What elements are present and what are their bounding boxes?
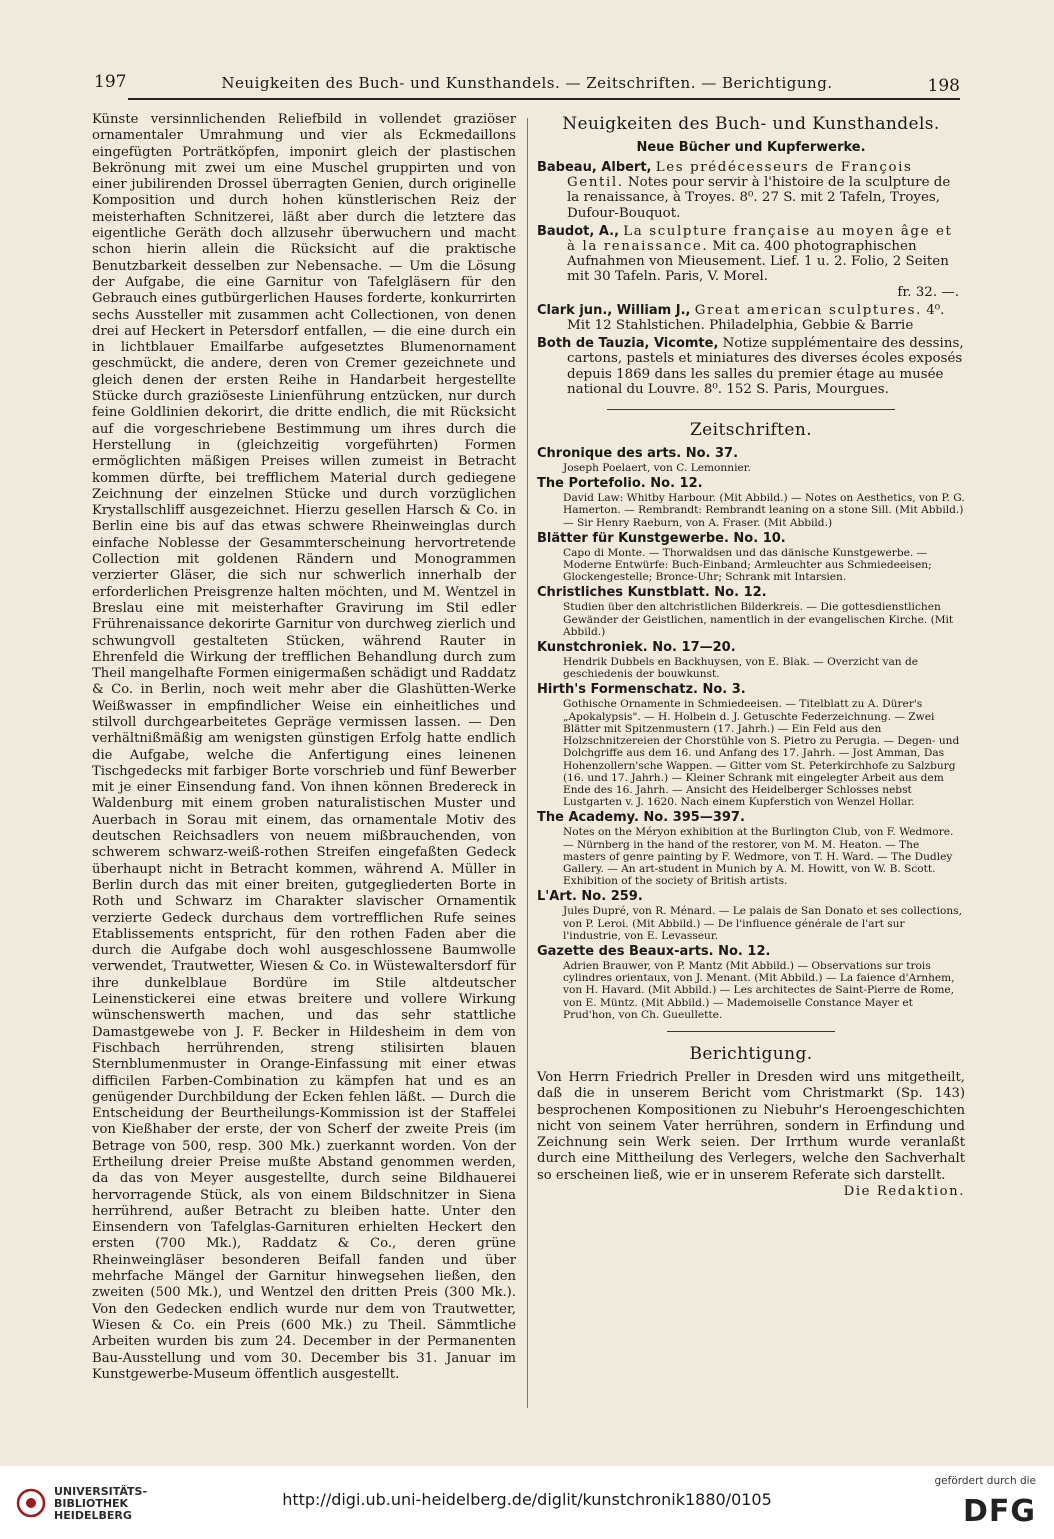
section-separator (667, 1031, 835, 1032)
journal-name: Christliches Kunstblatt. No. 12. (537, 585, 767, 601)
book-title: La sculpture française au moyen âge et à la renaissance. (567, 223, 953, 255)
book-author: Babeau, Albert, (537, 160, 652, 175)
correction-text: Von Herrn Friedrich Preller in Dresden wird uns mitgetheilt, daß die in unserem Bericht vom Christmarkt (Sp. 143) besprochenen Kompositionen zu Niebuhr's Heroengeschichten nicht von seinem Vater herrühren, sondern in Erfindung und Zeichnung sein Werk seien. Der Irrthum wurde veranlaßt durch eine Mittheilung des Verlegers, welche den Sachverhalt so erscheinen ließ, wie er in unserem Referate sich darstellt. (537, 1069, 965, 1183)
journal-contents: Capo di Monte. — Thorwaldsen und das dänische Kunstgewerbe. — Moderne Entwürfe: Buch-Einband; Armleuchter aus Schmiedeeisen; Glockengestelle; Bronce-Uhr; Schrank mit Intarsien. (563, 546, 932, 584)
journal-entry (537, 889, 965, 942)
journal-name: Gazette des Beaux-arts. No. 12. (537, 943, 771, 959)
journal-entry (537, 682, 965, 808)
journal-contents: Jules Dupré, von R. Ménard. — Le palais de San Donato et ses collections, von P. Leroi. (Mit Abbild.) — De l'influence générale de l'art sur l'industrie, von E. Levasseur. (563, 905, 962, 942)
journal-contents: Hendrik Dubbels en Backhuysen, von E. Blak. — Overzicht van de geschiedenis der bouwkunst. (563, 656, 919, 681)
journal-entry (537, 446, 965, 474)
book-price: fr. 32. —. (897, 284, 959, 300)
book-author: Clark jun., William J., (537, 302, 691, 318)
header-rule (128, 98, 960, 100)
news-section-title: Neuigkeiten des Buch- und Kunsthandels. (562, 114, 940, 134)
book-title: Great american sculptures. (694, 302, 922, 318)
digitization-footer (0, 1466, 1054, 1539)
book-entry (537, 303, 965, 333)
book-details: Notes pour servir à l'histoire de la sculpture de la renaissance, à Troyes. 8⁰. 27 S. mit 2 Tafeln, Troyes, Dufour-Bouquot. (567, 175, 951, 221)
university-name-line: HEIDELBERG (54, 1509, 132, 1522)
journal-name: L'Art. No. 259. (537, 889, 643, 905)
editorial-signature: Die Redaktion. (843, 1184, 965, 1200)
journal-contents: Studien über den altchristlichen Bilderkreis. — Die gottesdienstlichen Gewänder der Geistlichen, namentlich in der evangelischen Kirche. (Mit Abbild.) (563, 601, 954, 638)
university-name-line: BIBLIOTHEK (54, 1497, 129, 1510)
book-details: Notize supplémentaire des dessins, cartons, pastels et miniatures des diverses écoles exposés depuis 1869 dans les salles du premier étage au musée national du Louvre. 8⁰. 152 S. Paris, Mourgues. (567, 336, 964, 397)
journal-contents: Joseph Poelaert, von C. Lemonnier. (563, 462, 751, 475)
journal-contents: David Law: Whitby Harbour. (Mit Abbild.) — Notes on Aesthetics, von P. G. Hamerton. — Rembrandt: Rembrandt leaning on a stone Sill. (Mit Abbild.) — Sir Henry Raeburn, von A. Fraser. (Mit Abbild.) (563, 492, 965, 529)
journal-contents: Notes on the Méryon exhibition at the Burlington Club, von F. Wedmore. — Nürnberg in the hand of the restorer, von M. M. Heaton. — The masters of genre painting by F. Wedmore, von T. H. Ward. — The Dudley Gallery. — An art-student in Munich by A. M. Howitt, von W. B. Scott. Exhibition of the society of British artists. (563, 826, 954, 888)
left-column (92, 112, 516, 1383)
left-column-text: Künste versinnlichenden Reliefbild in vollendet graziöser ornamentaler Umrahmung und vier als Eckmedaillons eingefügten Porträtköpfen, imponirt gleich der plastischen Bekrönung mit zwei um eine Muschel gruppirten und von einer jubilirenden Drossel überragten Genien, durch originelle Komposition und durch hohen künstlerischen Reiz der meisterhaften Schnitzerei, läßt aber durch die letztere das eigentliche Geräth doch allzusehr überwuchern und macht schon hierin allein die Rücksicht auf die praktische Benutzbarkeit desselben zur Nebensache. — Um die Lösung der Aufgabe, die eine Garnitur von Tafelgläsern für den Gebrauch eines gutbürgerlichen Hauses forderte, konkurrirten sechs Aussteller mit zusammen acht Collectionen, von denen drei auf Heckert in Petersdorf entfallen, — die eine durch ein in lichtblauer Emailfarbe aufgesetztes Blumenornament geschmückt, die andere, deren von Cremer gezeichnete und gleich denen der ersten Reihe in Handarbeit hergestellte Stücke durch graziöseste Linienführung entzücken, nur durch feine Goldlinien dekorirt, die dritte endlich, die mit Rücksicht auf die vorgeschriebene Bestimmung um ihres durch die Herstellung in (gleichzeitig vorgeführten) Formen ermöglichten mäßigen Preises willen zumeist in Betracht kommen dürfte, bei trefflichem Material durch gediegene Zeichnung der einzelnen Stücke und durch vorzüglichen Krystallschliff ausgezeichnet. Hierzu gesellen Harsch & Co. in Berlin eine bis auf das etwas schwere Rheinweinglas durch einfache Noblesse der Gesammterscheinung hervortretende Collection mit goldenen Rändern und Monogrammen verzierter Gläser, die sich nur schwerlich innerhalb der erforderlichen Preisgrenze halten möchten, und M. Wentzel in Breslau eine mit meisterhafter Gravirung im Stil edler Frührenaissance dekorirte Garnitur von durchweg zierlich und schwungvoll gestalteten Stücken, während Rauter in Ehrenfeld die Wirkung der trefflichen Behandlung durch zum Theil mangelhafte Formen einigermaßen schädigt und Raddatz & Co. in Berlin, noch weit mehr aber die Glashütten-Werke Weißwasser in empfindlicher Weise ein einheitliches und stilvoll durchgearbeitetes Gepräge vermissen lassen. — Den verhältnißmäßig am wenigsten günstigen Erfolg hatte endlich die Aufgabe, welche die Anfertigung eines leinenen Tischgedecks mit farbiger Borte vorschrieb und fünf Bewerber mit je einer Einsendung fand. Von ihnen können Bredereck in Waldenburg mit einem groben naturalistischen Muster und Auerbach in Sorau mit einem, das ornamentale Motiv des deutschen Reichsadlers von neuem mißbrauchenden, von schwerem schwarz-weiß-rothen Streifen eingefaßten Gedeck überhaupt nicht in Betracht kommen, während A. Müller in Berlin durch das mit einer breiten, gutgegliederten Borte in Roth und Schwarz im Charakter slavischer Ornamentik verzierte Gedeck durchaus dem vortrefflichen Rufe seines Etablissements entspricht, für den rothen Faden aber die durch die Aufgabe doch wohl ausgeschlossene Baumwolle verwendet, Trautwetter, Wiesen & Co. in Wüstewaltersdorf für ihre dunkelblaue Bordüre im Stile altdeutscher Leinenstickerei eine etwas breitere und vollere Wirkung wünschenswerth machen, und das sehr stattliche Damastgewebe von J. F. Becker in Hildesheim in dem von Fischbach herrührenden, streng stilisirten blauen Sternblumenmuster in Orange-Einfassung mit einer etwas difficilen Farben-Combination zu kämpfen hat und es an genügender Durchbildung der Ecken fehlen läßt. — Durch die Entscheidung der Beurtheilungs-Kommission ist der Staffelei von Kießhaber der erste, der von Scherf der zweite Preis (im Betrage von 500, resp. 300 Mk.) zuerkannt worden. Von der Ertheilung dreier Preise mußte Abstand genommen werden, da das von Meyer ausgestellte, durch seine Bildhauerei hervorragende Stück, als von einem Bildschnitzer in Siena herrührend, außer Betracht zu bleiben hatte. Unter den Einsendern von Tafelglas-Garnituren erhielten Heckert den ersten (700 Mk.), Raddatz & Co., deren grüne Rheinweingläser besonderen Beifall fanden und über mehrfache Mängel der Garnitur hinwegsehen ließen, den zweiten (500 Mk.), und Wentzel den dritten Preis (300 Mk.). Von den Gedecken endlich wurde nur dem von Trautwetter, Wiesen & Co. ein Preis (600 Mk.) zu Theil. Sämmtliche Arbeiten wurden bis zum 24. December in der Permanenten Bau-Ausstellung und vom 30. December bis 31. Januar im Kunstgewerbe-Museum öffentlich ausgestellt. (92, 112, 517, 1382)
journal-contents: Adrien Brauwer, von P. Mantz (Mit Abbild.) — Observations sur trois cylindres orientaux, von J. Menant. (Mit Abbild.) — La faience d'Arnhem, von H. Havard. (Mit Abbild.) — Les architectes de Saint-Pierre de Rome, von E. Müntz. (Mit Abbild.) — Mademoiselle Constance Mayer et Prud'hon, von Ch. Gueullette. (563, 959, 955, 1021)
book-entry (537, 160, 965, 221)
journal-entry (537, 585, 965, 638)
new-books-subtitle: Neue Bücher und Kupferwerke. (636, 140, 866, 155)
book-details: 4⁰. Mit 12 Stahlstichen. Philadelphia, Gebbie & Barrie (567, 302, 945, 334)
page-number-left: 197 (94, 72, 127, 92)
journal-name: The Academy. No. 395—397. (537, 810, 745, 826)
book-title: Les prédécesseurs de François Gentil. (567, 160, 913, 191)
funder-caption: gefördert durch die (934, 1475, 1036, 1487)
journal-entry (537, 476, 965, 529)
journal-name: Blätter für Kunstgewerbe. No. 10. (537, 530, 786, 546)
book-entry (537, 224, 965, 300)
journal-entry (537, 531, 965, 584)
journal-entry (537, 640, 965, 680)
book-author: Both de Tauzia, Vicomte, (537, 336, 719, 352)
book-entry (537, 336, 965, 397)
journals-section-title: Zeitschriften. (689, 420, 813, 441)
university-name-line: UNIVERSITÄTS- (54, 1485, 148, 1498)
running-head (92, 70, 962, 96)
book-details: Mit ca. 400 photographischen Aufnahmen von Mieusement. Lief. 1 u. 2. Folio, 2 Seiten mit 30 Tafeln. Paris, V. Morel. (567, 239, 949, 285)
journal-name: Kunstchroniek. No. 17—20. (537, 640, 736, 656)
permalink[interactable]: http://digi.ub.uni-heidelberg.de/diglit/kunstchronik1880/0105 (282, 1490, 772, 1509)
journal-name: Hirth's Formenschatz. No. 3. (537, 682, 746, 698)
right-column (537, 114, 965, 1200)
journal-entry (537, 944, 965, 1021)
funder-logo: DFG (962, 1494, 1036, 1529)
page-number-right: 198 (927, 76, 960, 96)
book-author: Baudot, A., (537, 223, 620, 239)
journal-contents: Gothische Ornamente in Schmiedeeisen. — Titelblatt zu A. Dürer's „Apokalypsis". — H. Holbein d. J. Getuschte Federzeichnung. — Zwei Blätter mit Spitzenmustern (17. Jahrh.) — Ein Feld aus den Holzschnitzereien der Chorstühle von S. Pietro zu Perugia. — Degen- und Dolchgriffe aus dem 16. und Anfang des 17. Jahrh. — Jost Amman, Das Hohenzollern'sche Wappen. — Gitter vom St. Peterkirchhofe zu Salzburg (16. und 17. Jahrh.) — Kleiner Schrank mit eingelegter Arbeit aus dem Ende des 16. Jahrh. — Ansicht des Heidelberger Schlosses nebst Lustgarten v. J. 1620. Nach einem Kupferstich von Wenzel Hollar. (563, 698, 960, 809)
section-separator (607, 409, 895, 410)
correction-section-title: Berichtigung. (689, 1043, 813, 1064)
journal-name: Chronique des arts. No. 37. (537, 446, 739, 462)
journal-entry (537, 810, 965, 887)
running-title: Neuigkeiten des Buch- und Kunsthandels. — Zeitschriften. — Berichtigung. (221, 74, 833, 92)
journal-name: The Portefolio. No. 12. (537, 476, 703, 492)
column-divider (527, 118, 528, 1408)
